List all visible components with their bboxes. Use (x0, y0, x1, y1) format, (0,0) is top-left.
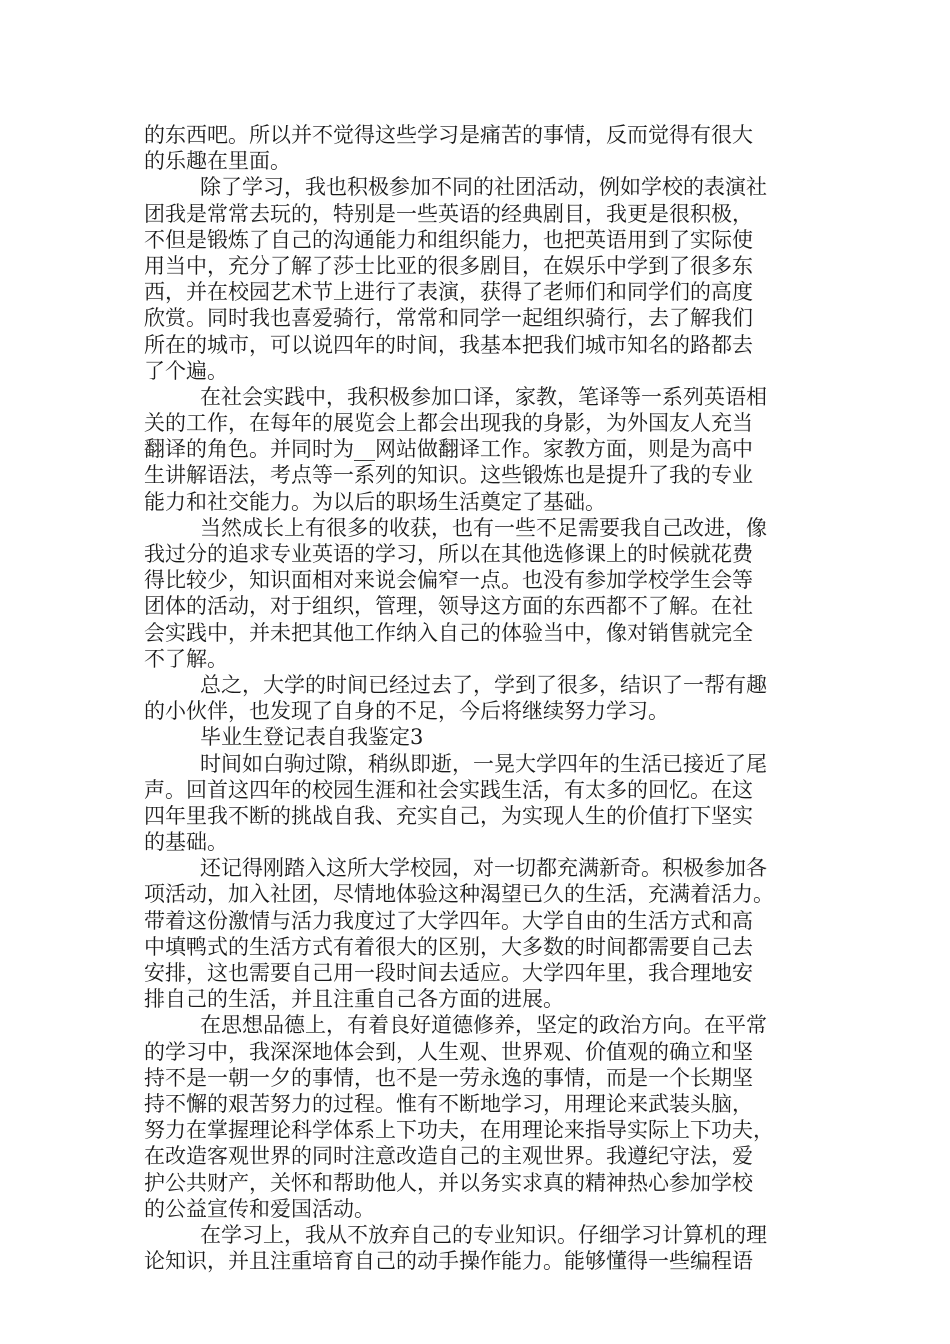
text-line: 翻译的角色。并同时为__网站做翻译工作。家教方面，则是为高中 (144, 437, 753, 462)
paragraph-start-line: 在学习上，我从不放弃自己的专业知识。仔细学习计算机的理 (200, 1222, 767, 1247)
text-line: 在改造客观世界的同时注意改造自己的主观世界。我遵纪守法，爱 (144, 1144, 753, 1169)
paragraph-start-line: 除了学习，我也积极参加不同的社团活动，例如学校的表演社 (200, 175, 767, 200)
text-line: 了个遍。 (144, 358, 228, 383)
text-line: 努力在掌握理论科学体系上下功夫，在用理论来指导实际上下功夫， (144, 1118, 774, 1143)
paragraph-start-line: 当然成长上有很多的收获，也有一些不足需要我自己改进，像 (200, 515, 767, 540)
text-line: 的乐趣在里面。 (144, 149, 291, 174)
paragraph-start-line: 总之，大学的时间已经过去了，学到了很多，结识了一帮有趣 (200, 672, 767, 697)
text-line: 不了解。 (144, 646, 228, 671)
text-line: 的公益宣传和爱国活动。 (144, 1196, 375, 1221)
text-line: 项活动，加入社团，尽情地体验这种渴望已久的生活，充满着活力。 (144, 882, 774, 907)
paragraph-start-line: 在思想品德上，有着良好道德修养，坚定的政治方向。在平常 (200, 1013, 767, 1038)
text-line: 声。回首这四年的校园生涯和社会实践生活，有太多的回忆。在这 (144, 777, 753, 802)
text-line: 我过分的追求专业英语的学习，所以在其他选修课上的时候就花费 (144, 542, 753, 566)
paragraph-start-line: 毕业生登记表自我鉴定3 (200, 725, 424, 750)
text-line: 不但是锻炼了自己的沟通能力和组织能力，也把英语用到了实际使 (144, 227, 753, 252)
paragraph-start-line: 时间如白驹过隙，稍纵即逝，一晃大学四年的生活已接近了尾 (200, 751, 767, 776)
text-line: 的基础。 (144, 830, 228, 855)
text-line: 安排，这也需要自己用一段时间去适应。大学四年里，我合理地安 (144, 961, 753, 985)
text-line: 持不懈的艰苦努力的过程。惟有不断地学习，用理论来武装头脑， (144, 1091, 753, 1116)
text-line: 带着这份激情与活力我度过了大学四年。大学自由的生活方式和高 (144, 908, 753, 933)
text-line: 用当中，充分了解了莎士比亚的很多剧目，在娱乐中学到了很多东 (144, 253, 753, 278)
text-line: 团我是常常去玩的，特别是一些英语的经典剧目，我更是很积极， (144, 201, 753, 226)
text-line: 护公共财产，关怀和帮助他人，并以务实求真的精神热心参加学校 (144, 1170, 753, 1195)
text-line: 持不是一朝一夕的事情，也不是一劳永逸的事情，而是一个长期坚 (144, 1065, 753, 1090)
text-line: 所在的城市，可以说四年的时间，我基本把我们城市知名的路都去 (144, 332, 753, 357)
text-line: 中填鸭式的生活方式有着很大的区别，大多数的时间都需要自己去 (144, 934, 753, 959)
text-line: 生讲解语法，考点等一系列的知识。这些锻炼也是提升了我的专业 (144, 463, 753, 488)
text-line: 四年里我不断的挑战自我、充实自己，为实现人生的价值打下坚实 (144, 803, 753, 828)
text-line: 得比较少，知识面相对来说会偏窄一点。也没有参加学校学生会等 (144, 568, 753, 593)
text-line: 欣赏。同时我也喜爱骑行，常常和同学一起组织骑行，去了解我们 (144, 306, 753, 331)
text-line: 团体的活动，对于组织，管理，领导这方面的东西都不了解。在社 (144, 594, 753, 619)
text-line: 的小伙伴，也发现了自身的不足，今后将继续努力学习。 (144, 699, 669, 724)
text-line: 的东西吧。所以并不觉得这些学习是痛苦的事情，反而觉得有很大 (144, 123, 753, 147)
text-line: 能力和社交能力。为以后的职场生活奠定了基础。 (144, 489, 606, 514)
text-line: 的学习中，我深深地体会到，人生观、世界观、价值观的确立和坚 (144, 1039, 753, 1064)
paragraph-start-line: 在社会实践中，我积极参加口译，家教，笔译等一系列英语相 (200, 384, 767, 409)
document-page (144, 122, 810, 1274)
text-line: 关的工作，在每年的展览会上都会出现我的身影，为外国友人充当 (144, 411, 753, 436)
text-line: 排自己的生活，并且注重自己各方面的进展。 (144, 987, 564, 1012)
text-line: 论知识，并且注重培育自己的动手操作能力。能够懂得一些编程语 (144, 1249, 753, 1274)
paragraph-start-line: 还记得刚踏入这所大学校园，对一切都充满新奇。积极参加各 (200, 856, 767, 881)
text-line: 西，并在校园艺术节上进行了表演，获得了老师们和同学们的高度 (144, 280, 753, 305)
text-line: 会实践中，并未把其他工作纳入自己的体验当中，像对销售就完全 (144, 620, 753, 645)
